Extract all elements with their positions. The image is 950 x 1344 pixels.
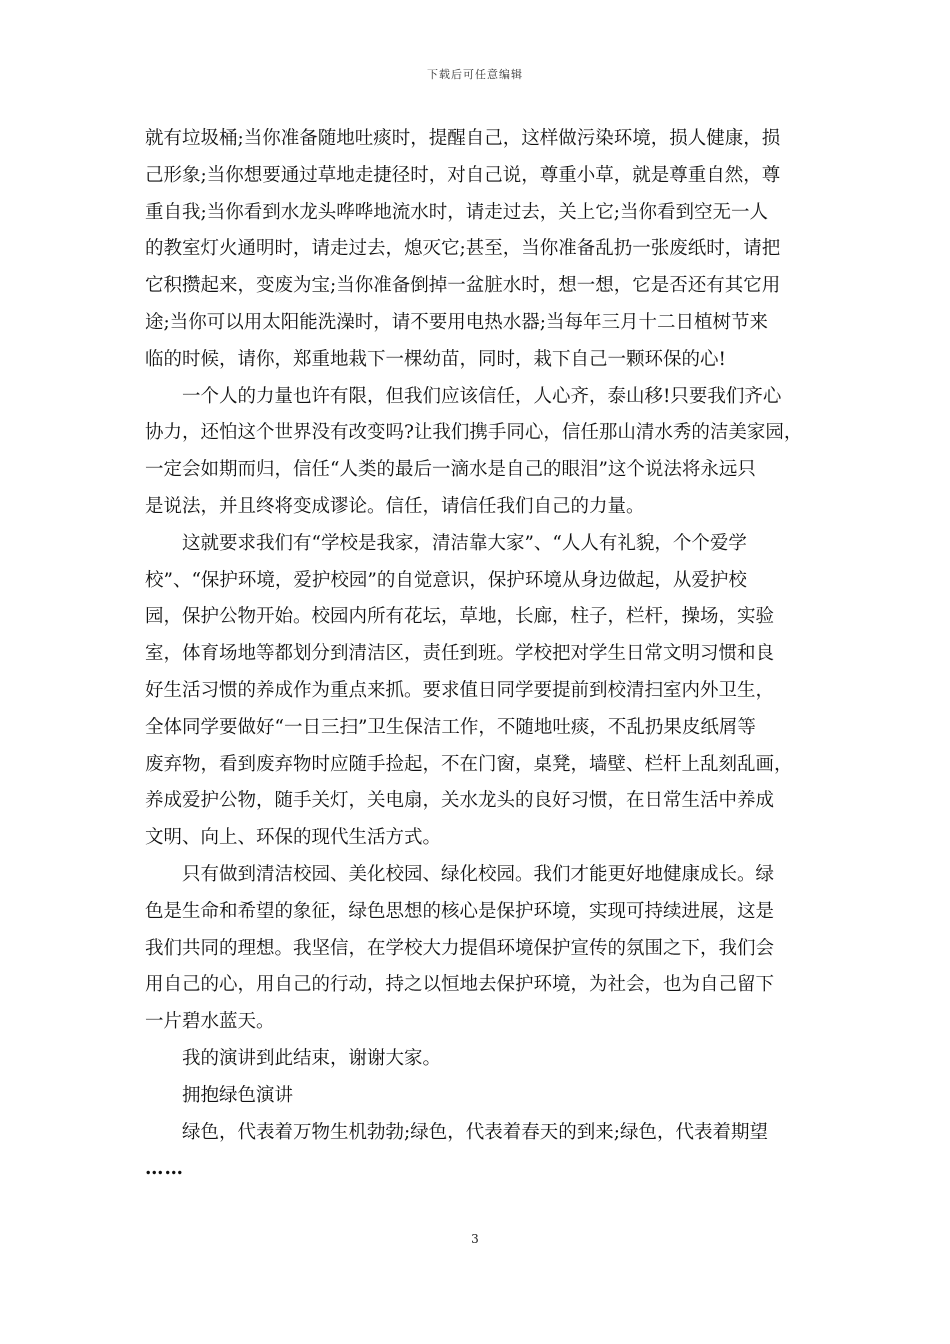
- body-line: 好生活习惯的养成作为重点来抓。要求值日同学要提前到校清扫室内外卫生，: [145, 679, 775, 701]
- body-line: 文明、向上、环保的现代生活方式。: [145, 827, 442, 849]
- document-body: [145, 121, 810, 1188]
- body-line: 是说法，并且终将变成谬论。信任，请信任我们自己的力量。: [145, 495, 645, 517]
- body-line: 临的时候，请你，郑重地栽下一棵幼苗，同时，栽下自己一颗环保的心!: [145, 348, 726, 370]
- body-line: 就有垃圾桶;当你准备随地吐痰时，提醒自己，这样做污染环境，损人健康，损: [145, 128, 781, 149]
- paragraph-first-line: 这就要求我们有“学校是我家，清洁靠大家”、“人人有礼貌，个个爱学: [182, 532, 747, 554]
- paragraph-first-line: 一个人的力量也许有限，但我们应该信任，人心齐，泰山移!只要我们齐心: [182, 385, 782, 407]
- body-line: 用自己的心，用自己的行动，持之以恒地去保护环境，为社会，也为自己留下: [145, 974, 775, 996]
- body-line: 一片碧水蓝天。: [145, 1011, 275, 1033]
- body-line: 我们共同的理想。我坚信，在学校大力提倡环境保护宣传的氛围之下，我们会: [145, 937, 775, 959]
- page-header: 下载后可任意编辑: [427, 68, 523, 81]
- body-line: 室，体育场地等都划分到清洁区，责任到班。学校把对学生日常文明习惯和良: [145, 643, 775, 665]
- body-line: 校”、“保护环境，爱护校园”的自觉意识，保护环境从身边做起，从爱护校: [145, 569, 747, 591]
- body-line: 色是生命和希望的象征，绿色思想的核心是保护环境，实现可持续进展，这是: [145, 900, 775, 922]
- body-line: 己形象;当你想要通过草地走捷径时，对自己说，尊重小草，就是尊重自然，尊: [145, 164, 781, 186]
- body-line: 废弃物，看到废弃物时应随手捡起，不在门窗，桌凳，墙壁、栏杆上乱刻乱画，: [145, 753, 793, 775]
- section-title: 拥抱绿色演讲: [182, 1084, 294, 1106]
- paragraph-first-line: 只有做到清洁校园、美化校园、绿化校园。我们才能更好地健康成长。绿: [182, 863, 775, 885]
- body-line: 途;当你可以用太阳能洗澡时，请不要用电热水器;当每年三月十二日植树节来: [145, 311, 768, 333]
- ellipsis-line: ……: [145, 1158, 184, 1180]
- body-line: 它积攒起来，变废为宝;当你准备倒掉一盆脏水时，想一想，它是否还有其它用: [145, 275, 781, 297]
- closing-line: 我的演讲到此结束，谢谢大家。: [182, 1047, 442, 1069]
- page-number: 3: [471, 1232, 479, 1246]
- body-line: 全体同学要做好“一日三扫”卫生保洁工作，不随地吐痰，不乱扔果皮纸屑等: [145, 716, 756, 738]
- body-line: 一定会如期而归，信任“人类的最后一滴水是自己的眼泪”这个说法将永远只: [145, 459, 756, 481]
- body-line: 养成爱护公物，随手关灯，关电扇，关水龙头的良好习惯，在日常生活中养成: [145, 790, 775, 812]
- body-line: 协力，还怕这个世界没有改变吗?让我们携手同心，信任那山清水秀的洁美家园，: [145, 422, 803, 444]
- paragraph-first-line: 绿色，代表着万物生机勃勃;绿色，代表着春天的到来;绿色，代表着期望: [182, 1121, 768, 1143]
- body-line: 园，保护公物开始。校园内所有花坛，草地，长廊，柱子，栏杆，操场，实验: [145, 606, 775, 628]
- body-line: 的教室灯火通明时，请走过去，熄灭它;甚至，当你准备乱扔一张废纸时，请把: [145, 238, 781, 260]
- body-line: 重自我;当你看到水龙头哗哗地流水时，请走过去，关上它;当你看到空无一人: [145, 201, 768, 223]
